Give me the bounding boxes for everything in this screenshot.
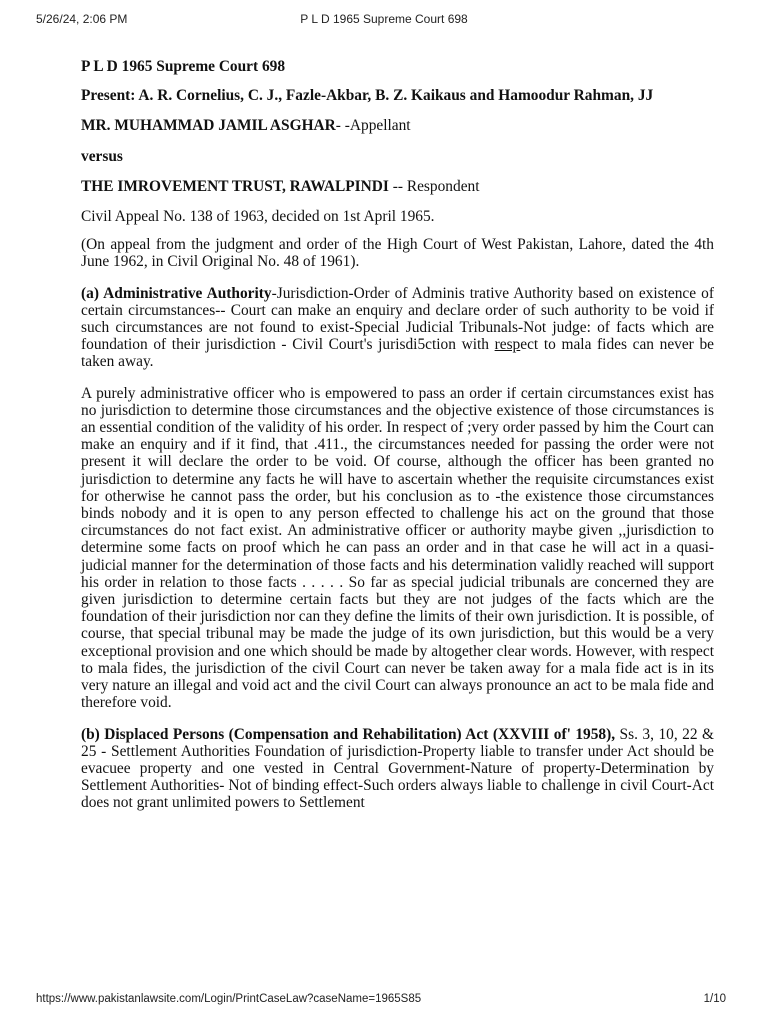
print-page-title: P L D 1965 Supreme Court 698 (300, 12, 468, 26)
appellant-name: MR. MUHAMMAD JAMIL ASGHAR (81, 117, 336, 135)
case-number: Civil Appeal No. 138 of 1963, decided on 1st April 1965. (81, 208, 435, 226)
page-counter: 1/10 (703, 993, 726, 1005)
headnote-a-underlined: resp (494, 336, 521, 354)
appeal-origin: (On appeal from the judgment and order of the High Court of West Pakistan, Lahore, dated the 4th June 1962, in Civil Original No. 48 of 1961). (81, 236, 714, 271)
headnote-b-title: (b) Displaced Persons (Compensation and Rehabilitation) Act (XXVIII of' 1958), (81, 725, 616, 743)
print-url: https://www.pakistanlawsite.com/Login/PrintCaseLaw?caseName=1965S85 (36, 993, 422, 1005)
respondent-role: -- Respondent (388, 177, 480, 195)
headnote-a (81, 285, 714, 371)
headnote-b-text: Ss. 3, 10, 22 & 25 - Settlement Authorities Foundation of jurisdiction-Property liable to transfer under Act should be evacuee property and one vested in Central Government-Nature of property-Determination by Settlement Authorities- Not of binding effect-Such orders always liable to challenge in civil Court-Act does not grant unlimited powers to Settlement (81, 725, 714, 812)
respondent-name: THE IMROVEMENT TRUST, RAWALPINDI (81, 177, 389, 195)
headnote-a-text: -Jurisdiction-Order of Adminis trative Authority based on existence of certain circumstances-- Court can make an enquiry and declare order of such authority to be void if such circumstances are not found to exist-Special Judicial Tribunals-Not judge: of facts which are foundation of their jurisdiction - Civil Court's jurisdi5ction with (81, 284, 714, 354)
print-header (0, 12, 768, 32)
bench-composition: Present: A. R. Cornelius, C. J., Fazle-Akbar, B. Z. Kaikaus and Hamoodur Rahman, JJ (81, 87, 654, 105)
respondent-line (81, 178, 714, 195)
headnote-a-text-end: ect to mala fides can never be taken away. (81, 336, 714, 371)
case-document (81, 58, 714, 826)
headnote-b (81, 726, 714, 812)
appellant-role: - -Appellant (335, 117, 411, 135)
case-citation: P L D 1965 Supreme Court 698 (81, 58, 286, 75)
body-paragraph: A purely administrative officer who is empowered to pass an order if certain circumstances exist has no jurisdiction to determine those circumstances and the objective existence of those circumstances is an essential condition of the validity of his order. In respect of ;very order passed by him the Court can make an enquiry and if it find, that .411., the circumstances needed for passing the order were not present it will declare the order to be void. Of course, although the officer has been granted no jurisdiction to determine any facts he will have to ascertain whether the requisite circumstances exist for otherwise he cannot pass the order, but his conclusion as to -the existence those circumstances binds nobody and it is open to any person effected to challenge his act on the ground that those circumstances do not fact exist. An administrative officer or authority maybe given ,,jurisdiction to determine some facts on proof which he can pass an order and in that case he will act in a quasi-judicial manner for the determination of those facts and his determination validly reached will support his order in relation to those facts . . . . . So far as special judicial tribunals are concerned they are given jurisdiction to determine certain facts but they are not judges of the facts which are the foundation of their jurisdiction nor can they define the limits of their own jurisdiction. It is possible, of course, that special tribunal may be made the judge of its own jurisdiction, but this would be a very exceptional provision and one which should be made by altogether clear words. However, with respect to mala fides, the jurisdiction of the civil Court can never be taken away for a mala fide act is in its very nature an illegal and void act and the civil Court can always pronounce an act to be mala fide and therefore void. (81, 384, 714, 712)
headnote-a-title: (a) Administrative Authority (81, 284, 272, 302)
print-datetime: 5/26/24, 2:06 PM (36, 12, 128, 26)
appellant-line (81, 117, 714, 134)
print-footer (0, 993, 768, 1013)
versus-label: versus (81, 147, 123, 165)
